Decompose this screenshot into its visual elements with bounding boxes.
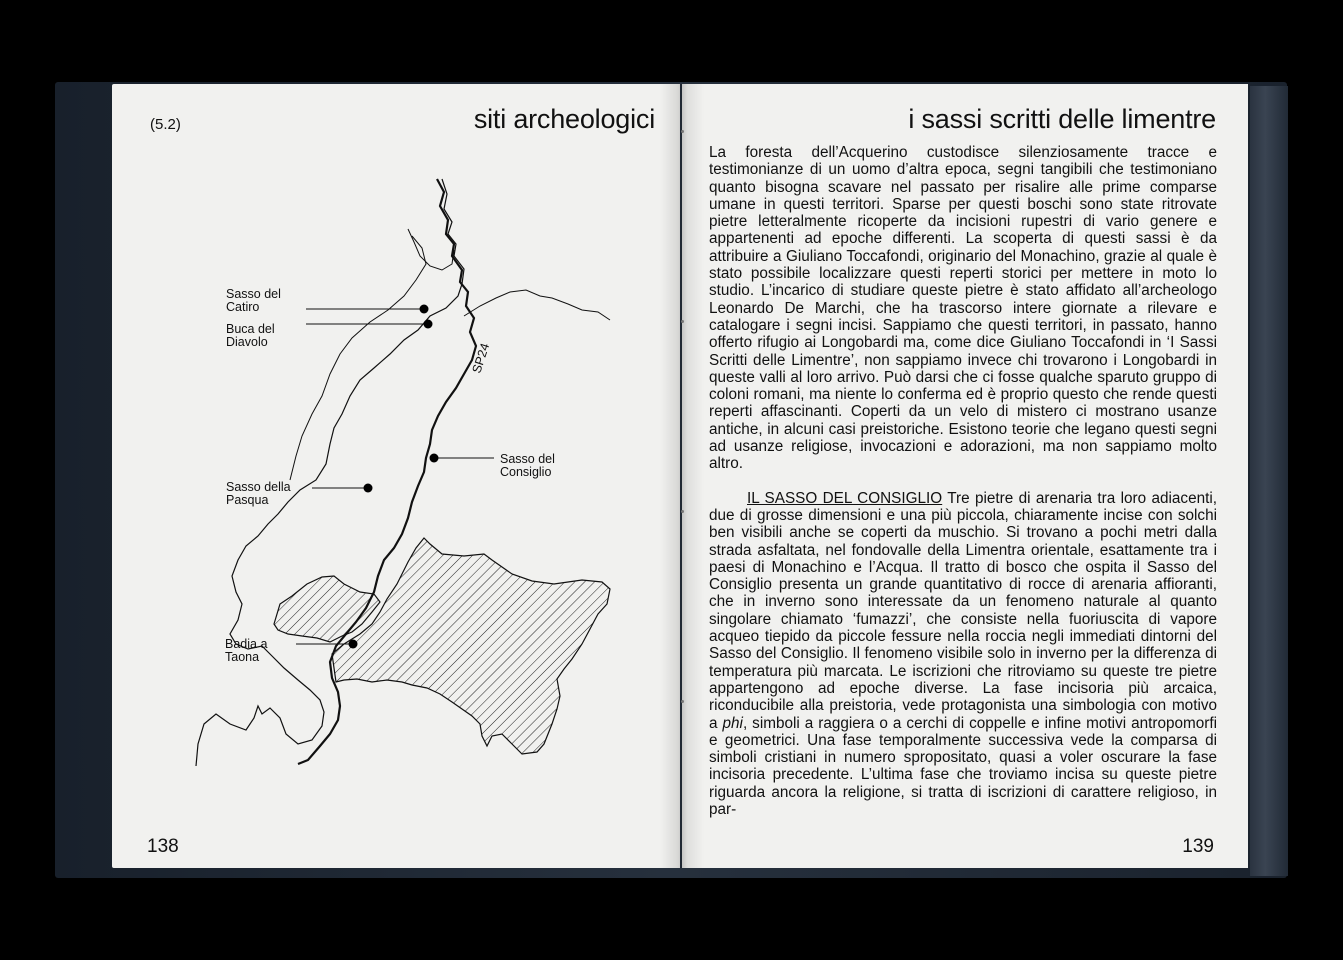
site-label-badia-a-taona-2: Taona xyxy=(225,650,260,664)
binding-stitch xyxy=(681,700,684,703)
binding-stitch xyxy=(681,130,684,133)
right-page-title: i sassi scritti delle limentre xyxy=(908,104,1216,134)
site-label-buca-del-diavolo-1: Buca del xyxy=(226,322,275,336)
site-dot-buca-del-diavolo xyxy=(424,320,433,329)
site-label-sasso-del-catiro-1: Sasso del xyxy=(226,287,281,301)
road-label: SP24 xyxy=(469,341,493,375)
book-cover-edge xyxy=(1250,86,1288,876)
site-dot-sasso-del-catiro xyxy=(420,305,429,314)
right-page xyxy=(682,84,1248,868)
section-number: (5.2) xyxy=(150,116,181,133)
paragraph-intro: La foresta dell’Acquerino custodisce silenziosamente tracce e testimonianze di un uomo d’altra epoca, segni tangibili che testimoniano quanto bisogna scavare nel passato per risalire alle prime comparse umane in questi territori. Sparse per questi boschi sono state ritrovate pietre letteralmente ricoperte da incisioni rupestri di vario genere e appartenenti ad epoche differenti. La scoperta di questi sassi è da attribuire a Giuliano Toccafondi, originario del Monachino, grazie al quale è stato possibile localizzare questi reperti storici per mettere in moto lo studio. L’incarico di studiare queste pietre è stato affidato all’archeologo Leonardo De Marchi, che ha trascorso intere giornate a rilevare e catalogare i segni incisi. Sappiamo che questi territori, in passato, hanno offerto rifugio ai Longobardi ma, come dice Giuliano Toccafondi in ‘I Sassi Scritti delle Limentre’, non sappiamo invece chi trovarono i Longobardi in queste valli al loro arrivo. Può darsi che ci fosse qualche sparuto gruppo di coloni romani, ma niente lo conferma ed è proprio questo che rende questi reperti affascinanti. Coperti da un velo di mistero ci mostrano usanze antiche, in alcuni casi preistoriche. Esistono teorie che legano questi segni ad usanze religiose, invocazioni e adorazioni, ma non sappiamo molto altro. xyxy=(709,144,1217,473)
site-label-sasso-del-consiglio-2: Consiglio xyxy=(500,465,552,479)
binding-stitch xyxy=(681,510,684,513)
paragraph-italic: phi xyxy=(722,714,743,732)
river-tributary xyxy=(290,236,426,480)
right-page-number: 139 xyxy=(1182,836,1214,857)
paragraph-heading: IL SASSO DEL CONSIGLIO xyxy=(747,489,943,507)
site-label-sasso-della-pasqua-1: Sasso della xyxy=(226,480,291,494)
paragraph-text-part2: , simboli a raggiera o a cerchi di coppelle e infine motivi antropomorfi e geometrici. Una fase temporalmente successiva vede la comparsa di simboli cristiani in numero spropositato, quasi a voler oscurare la fase incisoria precedente. L’ultima fase che troviamo incisa su queste pietre riguarda ancora la religione, si tratta di iscrizioni di carattere religioso, in par- xyxy=(709,714,1217,818)
binding-stitch xyxy=(681,320,684,323)
site-label-buca-del-diavolo-2: Diavolo xyxy=(226,335,268,349)
left-page-number: 138 xyxy=(147,836,179,857)
body-text xyxy=(709,144,1217,818)
site-label-sasso-della-pasqua-2: Pasqua xyxy=(226,493,269,507)
site-dot-badia-a-taona xyxy=(349,640,358,649)
site-label-badia-a-taona-1: Badia a xyxy=(225,637,268,651)
site-label-sasso-del-catiro-2: Catiro xyxy=(226,300,260,314)
paragraph-text-part1: Tre pietre di arenaria tra loro adiacenti, due di grosse dimensioni e una più piccola, chiaramente incise con solchi ben visibili anche se coperti da muschio. Si trovano a pochi metri dalla strada asfaltata, nel fondovalle della Limentra orientale, esattamente tra i paesi di Monachino e l’Acqua. Il tratto di bosco che ospita il Sasso del Consiglio presenta un grande quantitativo di rocce di arenaria affioranti, che in inverno sono interessate da un fenomeno naturale al quanto singolare chiamato ‘fumazzi’, che consiste nella fuoriuscita di vapore acqueo tiepido da piccole fessure nella roccia negli immediati dintorni del Sasso del Consiglio. Il fenomeno visibile solo in inverno per la differenza di temperatura più marcata. Le iscrizioni che ritroviamo su queste tre pietre appartengono ad epoche diverse. La fase incisoria più arcaica, riconducibile alla preistoria, vede protagonista una simbologia con motivo a xyxy=(709,489,1217,732)
left-page xyxy=(112,84,680,868)
site-label-sasso-del-consiglio-1: Sasso del xyxy=(500,452,555,466)
site-dot-sasso-della-pasqua xyxy=(364,484,373,493)
paragraph-sasso-del-consiglio xyxy=(709,490,1217,819)
protected-area-large xyxy=(332,538,610,754)
archaeological-sites-map xyxy=(172,168,672,788)
site-dot-sasso-del-consiglio xyxy=(430,454,439,463)
left-page-title: siti archeologici xyxy=(473,104,655,134)
stream-east xyxy=(464,290,610,320)
